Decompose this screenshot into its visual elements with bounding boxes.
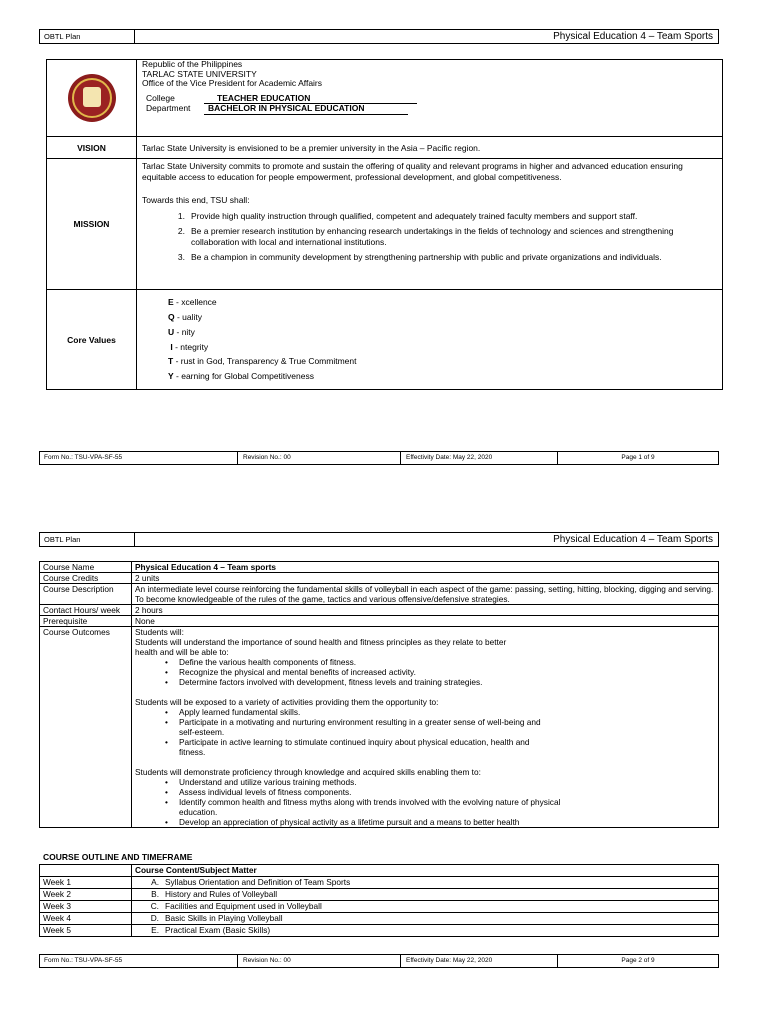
mission-intro: Tarlac State University commits to promote and sustain the offering of quality and relevant programs in higher and advanced education ensuring equitable access to education for people empowerment, professional development, and global competitiveness. bbox=[142, 161, 683, 182]
week-topic: A. Syllabus Orientation and Definition of Team Sports bbox=[132, 877, 719, 889]
college-value: TEACHER EDUCATION bbox=[204, 94, 417, 105]
week-topic: B. History and Rules of Volleyball bbox=[132, 889, 719, 901]
page2-footer bbox=[39, 954, 719, 968]
header-course-title: Physical Education 4 – Team Sports bbox=[553, 534, 713, 545]
week-row bbox=[40, 889, 719, 901]
course-outcomes-label: Course Outcomes bbox=[40, 627, 132, 828]
course-name-label: Course Name bbox=[40, 562, 132, 573]
week-topic: D. Basic Skills in Playing Volleyball bbox=[132, 913, 719, 925]
outline-header: Course Content/Subject Matter bbox=[132, 865, 719, 877]
core-value-item: U - nity bbox=[168, 326, 195, 337]
course-credits-label: Course Credits bbox=[40, 573, 132, 584]
mission-item: 3. Be a champion in community development by strengthening partnership with public and private organizations and individuals. bbox=[177, 252, 662, 262]
footer-form-no: Form No.: TSU-VPA-SF-55 bbox=[40, 452, 238, 464]
outcome-bullet: • Identify common health and fitness myths along with trends involved with the evolving nature of physical education. bbox=[165, 797, 565, 817]
outcomes-list-2 bbox=[135, 707, 545, 757]
department-row bbox=[142, 104, 717, 115]
core-values-cell bbox=[137, 290, 723, 390]
course-description-value: An intermediate level course reinforcing the fundamental skills of volleyball in each aspect of the game: passing, setting, hitting, blocking, digging and serving. To become knowledgeable of the rules of the game, tactics and various offensive/defensive strategies. bbox=[132, 584, 719, 605]
outcome-bullet: • Participate in active learning to stimulate continued inquiry about physical education, health and fitness. bbox=[165, 737, 545, 757]
week-label: Week 4 bbox=[40, 913, 132, 925]
republic-line: Republic of the Philippines bbox=[142, 59, 243, 69]
core-value-item: E - xcellence bbox=[168, 297, 217, 308]
outcome-bullet: • Develop an appreciation of physical activity as a lifetime pursuit and a means to better health bbox=[165, 817, 565, 827]
week-topic: C. Facilities and Equipment used in Volleyball bbox=[132, 901, 719, 913]
header-doc-type: OBTL Plan bbox=[40, 533, 135, 546]
page2-header bbox=[39, 532, 719, 547]
page1-header bbox=[39, 29, 719, 44]
prerequisite-label: Prerequisite bbox=[40, 616, 132, 627]
mission-item: 1. Provide high quality instruction through qualified, competent and adequately trained faculty members and support staff. bbox=[177, 210, 638, 221]
mission-towards: Towards this end, TSU shall: bbox=[142, 195, 250, 205]
mission-cell bbox=[137, 159, 723, 290]
footer-form-no: Form No.: TSU-VPA-SF-55 bbox=[40, 955, 238, 967]
week-label: Week 1 bbox=[40, 877, 132, 889]
vision-text: Tarlac State University is envisioned to be a premier university in the Asia – Pacific region. bbox=[137, 137, 723, 159]
header-doc-type: OBTL Plan bbox=[40, 30, 135, 43]
page1-footer bbox=[39, 451, 719, 465]
week-topic: E. Practical Exam (Basic Skills) bbox=[132, 925, 719, 937]
outcomes-paragraph-1: Students will understand the importance of sound health and fitness principles as they relate to better health and will be able to: bbox=[135, 637, 507, 657]
course-description-label: Course Description bbox=[40, 584, 132, 605]
office-line: Office of the Vice President for Academic Affairs bbox=[142, 78, 323, 88]
week-row bbox=[40, 925, 719, 937]
footer-page: Page 2 of 9 bbox=[621, 957, 655, 964]
outcomes-paragraph-3: Students will demonstrate proficiency through knowledge and acquired skills enabling them to: bbox=[135, 767, 481, 777]
outline-header-empty bbox=[40, 865, 132, 877]
week-row bbox=[40, 901, 719, 913]
mission-item: 2. Be a premier research institution by enhancing research undertakings in the fields of technology and sciences and strengthening collaboration with local and international institutions. bbox=[177, 226, 674, 247]
core-value-item: Y - earning for Global Competitiveness bbox=[168, 371, 314, 382]
department-value: BACHELOR IN PHYSICAL EDUCATION bbox=[204, 104, 408, 115]
outcomes-paragraph-2: Students will be exposed to a variety of activities providing them the opportunity to: bbox=[135, 697, 439, 707]
week-label: Week 2 bbox=[40, 889, 132, 901]
course-outcomes-cell bbox=[132, 627, 719, 828]
footer-effectivity: Effectivity Date: May 22, 2020 bbox=[401, 452, 558, 464]
outcome-bullet: • Understand and utilize various training methods. bbox=[165, 777, 565, 787]
header-course-title: Physical Education 4 – Team Sports bbox=[553, 31, 713, 42]
contact-hours-value: 2 hours bbox=[132, 605, 719, 616]
footer-page: Page 1 of 9 bbox=[621, 454, 655, 461]
vision-label: VISION bbox=[47, 137, 137, 159]
week-label: Week 3 bbox=[40, 901, 132, 913]
course-info-table bbox=[39, 561, 719, 828]
course-credits-value: 2 units bbox=[132, 573, 719, 584]
core-value-item: I - ntegrity bbox=[170, 341, 209, 352]
week-row bbox=[40, 913, 719, 925]
outcome-bullet: • Determine factors involved with development, fitness levels and training strategies. bbox=[165, 677, 715, 687]
department-label: Department bbox=[146, 103, 191, 113]
mission-list bbox=[142, 211, 717, 263]
outcomes-list-3 bbox=[135, 777, 565, 827]
seal-cell bbox=[47, 60, 137, 137]
course-outline-title: COURSE OUTLINE AND TIMEFRAME bbox=[43, 852, 193, 862]
core-values-list bbox=[142, 295, 717, 384]
course-outline-table bbox=[39, 864, 719, 937]
week-label: Week 5 bbox=[40, 925, 132, 937]
university-name: TARLAC STATE UNIVERSITY bbox=[142, 68, 257, 79]
mission-label: MISSION bbox=[47, 159, 137, 290]
core-value-item: Q - uality bbox=[168, 311, 203, 322]
outcome-bullet: • Participate in a motivating and nurturing environment resulting in a greater sense of well-being and self-esteem. bbox=[165, 717, 545, 737]
outcome-bullet: • Apply learned fundamental skills. bbox=[165, 707, 545, 717]
footer-revision: Revision No.: 00 bbox=[238, 955, 401, 967]
core-value-item: T - rust in God, Transparency & True Commitment bbox=[168, 356, 357, 367]
university-seal-icon bbox=[68, 74, 116, 122]
outcome-bullet: • Assess individual levels of fitness components. bbox=[165, 787, 565, 797]
outcomes-list-1 bbox=[135, 657, 715, 687]
outcome-bullet: • Define the various health components of fitness. bbox=[165, 657, 715, 667]
footer-effectivity: Effectivity Date: May 22, 2020 bbox=[401, 955, 558, 967]
institution-cell bbox=[137, 60, 723, 137]
course-name-value: Physical Education 4 – Team sports bbox=[132, 562, 719, 573]
contact-hours-label: Contact Hours/ week bbox=[40, 605, 132, 616]
core-values-label: Core Values bbox=[47, 290, 137, 390]
college-label: College bbox=[146, 92, 175, 103]
week-row bbox=[40, 877, 719, 889]
vision-mission-table bbox=[46, 59, 723, 390]
prerequisite-value: None bbox=[132, 616, 719, 627]
footer-revision: Revision No.: 00 bbox=[238, 452, 401, 464]
outcomes-lead: Students will: bbox=[135, 627, 184, 637]
outcome-bullet: • Recognize the physical and mental benefits of increased activity. bbox=[165, 667, 715, 677]
